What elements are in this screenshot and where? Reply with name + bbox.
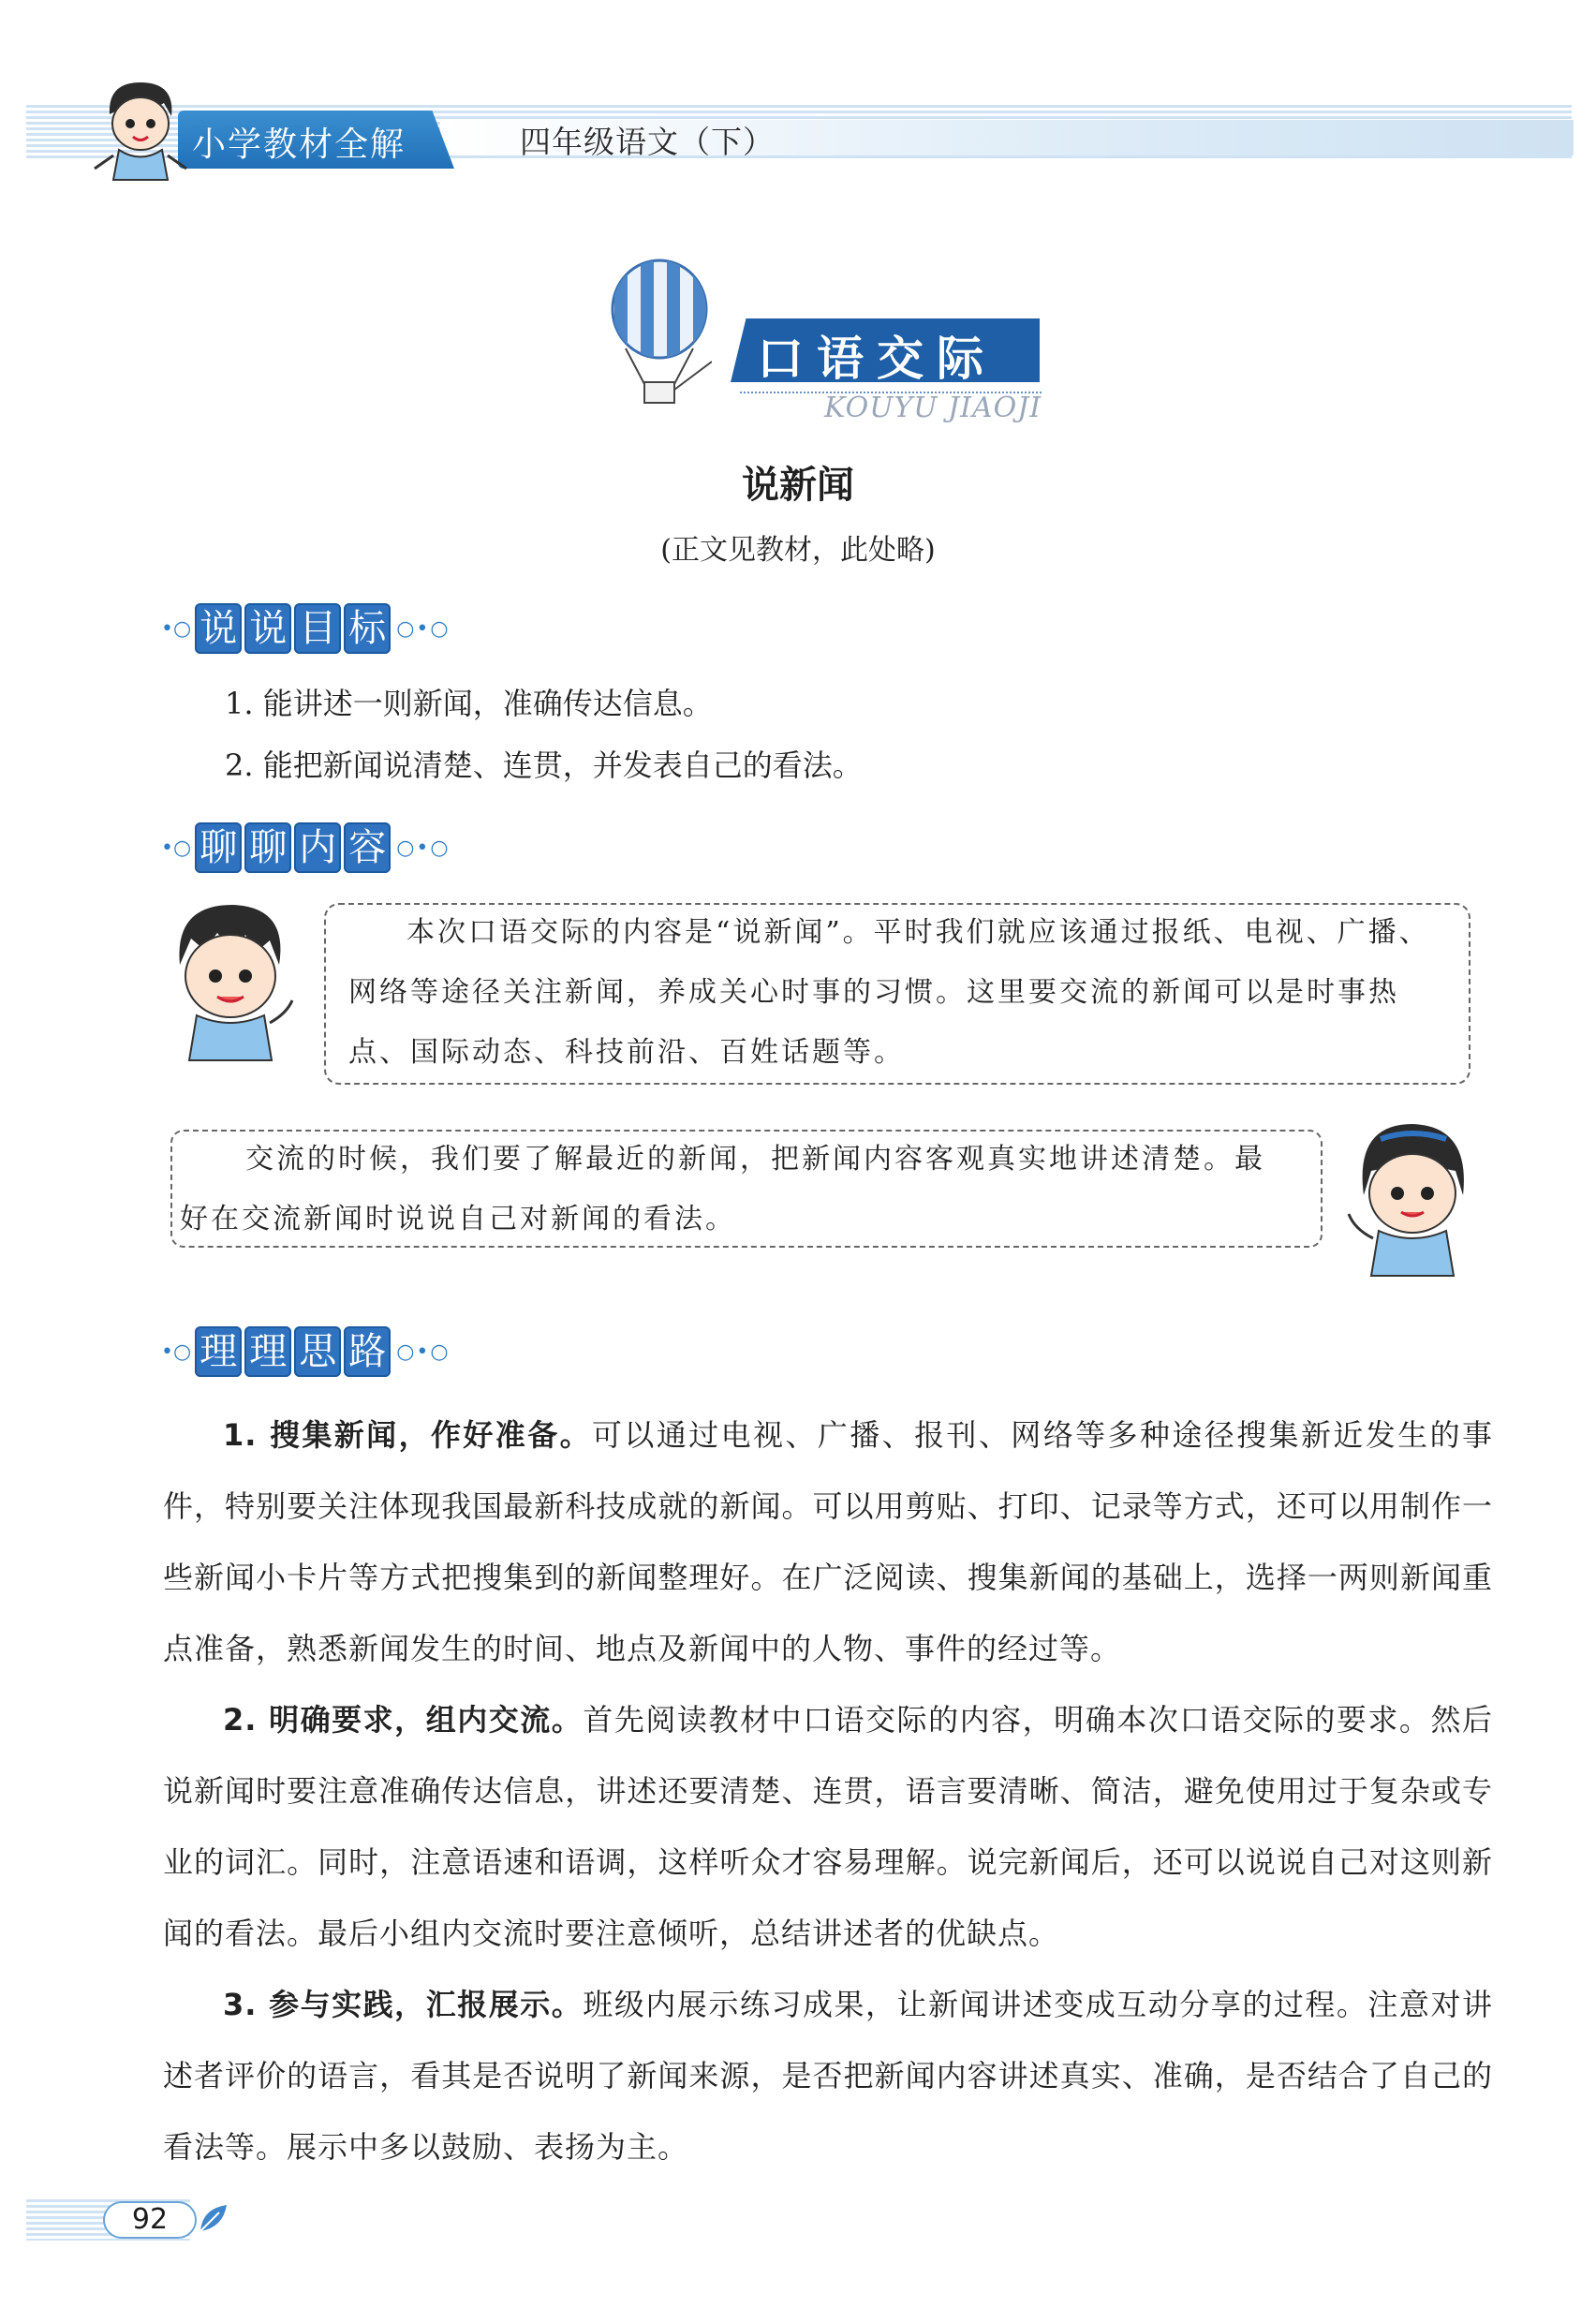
section-char: 路 <box>344 1326 391 1377</box>
section-header-ideas <box>161 1326 451 1377</box>
dot-icon: •○ <box>161 616 192 641</box>
idea-paragraph <box>163 1969 1493 2182</box>
bubble-line: 网络等途径关注新闻，养成关心时事的习惯。这里要交流的新闻可以是时事热 <box>348 976 1399 1009</box>
idea-text: 首先阅读教材中口语交际的内容，明确本次口语交际的要求。然后说新闻时要注意准确传达信息，讲述还要清楚、连贯，语言要清晰、简洁，避免使用过于复杂或专业的词汇。同时，注意语速和语调，这样听众才容易理解。说完新闻后，还可以说说自己对这则新闻的看法。最后小组内交流时要注意倾听，总结讲述者的优缺点。 <box>163 1702 1493 1951</box>
header-series-title: 小学教材全解 <box>192 126 406 164</box>
hot-air-balloon-icon <box>607 259 712 408</box>
girl-character-icon <box>1332 1115 1486 1279</box>
idea-paragraph <box>163 1684 1493 1969</box>
dot-icon: •○ <box>161 836 192 860</box>
section-char: 说 <box>195 603 242 654</box>
idea-lead: 2. 明确要求，组内交流。 <box>223 1702 584 1738</box>
dot-icon: •○ <box>161 1339 192 1364</box>
page-number: 92 <box>131 2203 169 2236</box>
section-char: 说 <box>244 603 291 654</box>
section-char: 理 <box>244 1326 291 1377</box>
goal-item: 2. 能把新闻说清楚、连贯，并发表自己的看法。 <box>225 747 863 783</box>
bubble-line: 好在交流新闻时说说自己对新闻的看法。 <box>180 1203 736 1235</box>
section-char: 目 <box>294 603 341 654</box>
section-char: 思 <box>294 1326 341 1377</box>
section-banner-subtitle: KOUYU JIAOJI <box>824 392 1042 424</box>
section-char: 容 <box>344 822 391 873</box>
dot-icon: ○•○ <box>396 616 451 641</box>
section-char: 内 <box>294 822 341 873</box>
section-header-goals <box>161 603 451 654</box>
section-char: 理 <box>195 1326 242 1377</box>
idea-lead: 3. 参与实践，汇报展示。 <box>223 1987 584 2022</box>
section-char: 聊 <box>244 822 291 873</box>
section-char: 标 <box>344 603 391 654</box>
idea-lead: 1. 搜集新闻，作好准备。 <box>223 1417 593 1453</box>
lesson-note: (正文见教材，此处略) <box>660 534 936 567</box>
section-header-chat <box>161 822 451 873</box>
bubble-line: 点、国际动态、科技前沿、百姓话题等。 <box>348 1036 905 1069</box>
idea-text: 可以通过电视、广播、报刊、网络等多种途径搜集新近发生的事件，特别要关注体现我国最新科技成就的新闻。可以用剪贴、打印、记录等方式，还可以用制作一些新闻小卡片等方式把搜集到的新闻整理好。在广泛阅读、搜集新闻的基础上，选择一两则新闻重点准备，熟悉新闻发生的时间、地点及新闻中的人物、事件的经过等。 <box>163 1417 1493 1666</box>
bubble-line: 本次口语交际的内容是“说新闻”。平时我们就应该通过报纸、电视、广播、 <box>406 916 1430 949</box>
dot-icon: ○•○ <box>396 836 451 860</box>
dot-icon: ○•○ <box>396 1339 451 1364</box>
header-grade: 四年级语文（下） <box>520 124 775 160</box>
bubble-line: 交流的时候，我们要了解最近的新闻，把新闻内容客观真实地讲述清楚。最 <box>245 1143 1265 1176</box>
idea-paragraph <box>163 1399 1493 1684</box>
leaf-icon <box>195 2199 232 2237</box>
lesson-title: 说新闻 <box>742 464 854 507</box>
boy-character-icon <box>159 899 300 1063</box>
section-char: 聊 <box>195 822 242 873</box>
mascot-boy-icon <box>89 75 192 183</box>
goal-item: 1. 能讲述一则新闻，准确传达信息。 <box>225 686 713 721</box>
idea-text: 班级内展示练习成果，让新闻讲述变成互动分享的过程。注意对讲述者评价的语言，看其是否说明了新闻来源，是否把新闻内容讲述真实、准确，是否结合了自己的看法等。展示中多以鼓励、表扬为主。 <box>163 1987 1493 2165</box>
section-banner-title: 口语交际 <box>757 332 997 386</box>
